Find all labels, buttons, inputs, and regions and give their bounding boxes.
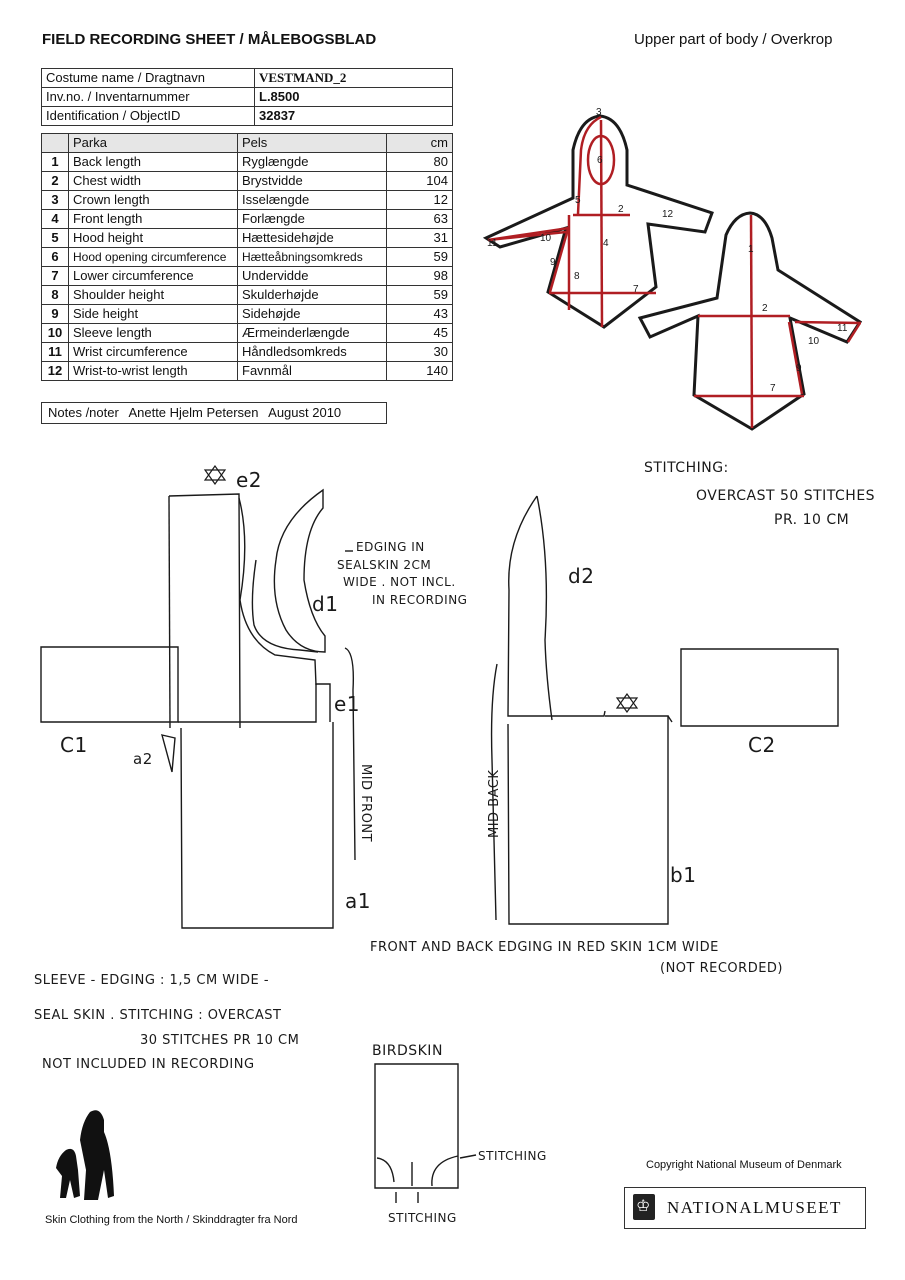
row-danish: Ryglængde — [238, 153, 387, 172]
row-number: 7 — [42, 267, 69, 286]
inventory-number-label: Inv.no. / Inventarnummer — [42, 88, 255, 107]
row-value: 63 — [387, 210, 453, 229]
sleeve-note-line: NOT INCLUDED IN RECORDING — [42, 1057, 255, 1072]
front-back-note-line: FRONT AND BACK EDGING IN RED SKIN 1CM WIDE — [370, 940, 719, 955]
row-danish: Ærmeinderlængde — [238, 324, 387, 343]
footer-caption: Skin Clothing from the North / Skinddragter fra Nord — [45, 1214, 298, 1226]
row-english: Hood opening circumference — [69, 248, 238, 267]
row-danish: Sidehøjde — [238, 305, 387, 324]
row-english: Side height — [69, 305, 238, 324]
row-english: Lower circumference — [69, 267, 238, 286]
diagram-number: 7 — [633, 284, 639, 295]
row-english: Chest width — [69, 172, 238, 191]
header-english: Parka — [69, 134, 238, 153]
label-c1: C1 — [60, 733, 88, 757]
diagram-number: 1 — [748, 244, 754, 255]
front-neck-curve — [239, 498, 316, 685]
front-upper-panel — [169, 494, 240, 728]
row-english: Crown length — [69, 191, 238, 210]
sleeve-note-line: 30 STITCHES PR 10 CM — [140, 1033, 300, 1048]
edging-note-line: EDGING IN — [356, 540, 425, 554]
row-danish: Isselængde — [238, 191, 387, 210]
diagram-number: 3 — [596, 107, 602, 118]
back-measure-lines — [694, 215, 861, 428]
header-danish: Pels — [238, 134, 387, 153]
row-value: 45 — [387, 324, 453, 343]
label-d1: d1 — [312, 592, 339, 616]
row-number: 3 — [42, 191, 69, 210]
row-number: 6 — [42, 248, 69, 267]
inventory-number-value: L.8500 — [255, 88, 453, 107]
row-number: 11 — [42, 343, 69, 362]
diagram-number: 8 — [574, 271, 580, 282]
row-value: 104 — [387, 172, 453, 191]
diagram-number: 9 — [550, 257, 556, 268]
header-unit: cm — [387, 134, 453, 153]
notes-date: August 2010 — [268, 405, 342, 420]
costume-name-value: VESTMAND_2 — [255, 69, 453, 88]
diagram-number: 4 — [603, 238, 609, 249]
row-value: 59 — [387, 248, 453, 267]
pattern-labels — [34, 460, 875, 1225]
edging-note-line: WIDE . NOT INCL. — [343, 575, 456, 589]
costume-name-label: Costume name / Dragtnavn — [42, 69, 255, 88]
diagram-number: 10 — [808, 336, 820, 347]
star-marks — [205, 466, 637, 712]
sleeve-note-line: SEAL SKIN . STITCHING : OVERCAST — [34, 1008, 282, 1023]
stitching-note-line: OVERCAST 50 STITCHES — [696, 488, 876, 504]
stitching-note-line: STITCHING: — [644, 460, 729, 476]
row-english: Sleeve length — [69, 324, 238, 343]
row-danish: Skulderhøjde — [238, 286, 387, 305]
notes-author: Anette Hjelm Petersen — [128, 405, 259, 420]
row-value: 59 — [387, 286, 453, 305]
row-value: 43 — [387, 305, 453, 324]
row-value: 30 — [387, 343, 453, 362]
page-title: FIELD RECORDING SHEET / MÅLEBOGSBLAD — [42, 31, 377, 48]
diagram-number: 9 — [796, 363, 802, 374]
front-back-note-line: (NOT RECORDED) — [660, 961, 783, 976]
birdskin-label: BIRDSKIN — [372, 1043, 443, 1059]
label-mid-back: MID BACK — [487, 769, 502, 838]
label-e2: e2 — [236, 468, 263, 492]
label-b1: b1 — [670, 863, 697, 887]
row-value: 98 — [387, 267, 453, 286]
row-danish: Hættesidehøjde — [238, 229, 387, 248]
front-lower-panel — [181, 722, 333, 928]
edging-note-line: SEALSKIN 2CM — [337, 558, 432, 572]
right-sleeve-c2 — [681, 649, 838, 726]
row-value: 12 — [387, 191, 453, 210]
row-value: 80 — [387, 153, 453, 172]
row-english: Back length — [69, 153, 238, 172]
nationalmuseet-logo — [624, 1187, 866, 1229]
row-danish: Brystvidde — [238, 172, 387, 191]
row-number: 4 — [42, 210, 69, 229]
front-diagram-numbers — [487, 107, 674, 295]
stitching-bottom-label: STITCHING — [388, 1211, 457, 1225]
birdskin-piece — [375, 1064, 458, 1188]
stitching-note-line: PR. 10 CM — [774, 512, 850, 528]
row-number: 2 — [42, 172, 69, 191]
row-number: 8 — [42, 286, 69, 305]
back-diagram-numbers — [748, 244, 848, 394]
row-number: 12 — [42, 362, 69, 381]
gusset-a2 — [162, 735, 175, 772]
front-parka-outline — [486, 116, 712, 327]
diagram-number: 11 — [487, 238, 498, 249]
label-c2: C2 — [748, 733, 776, 757]
diagram-number: 2 — [618, 204, 624, 215]
back-lower-panel — [508, 716, 668, 924]
diagram-number: 7 — [770, 383, 776, 394]
copyright-text: Copyright National Museum of Denmark — [646, 1159, 842, 1171]
row-value: 31 — [387, 229, 453, 248]
diagram-number: 6 — [597, 155, 603, 166]
label-a1: a1 — [345, 889, 371, 913]
row-english: Shoulder height — [69, 286, 238, 305]
row-number: 9 — [42, 305, 69, 324]
page-subtitle: Upper part of body / Overkrop — [634, 31, 833, 48]
diagram-number: 10 — [540, 233, 552, 244]
sleeve-note-line: SLEEVE - EDGING : 1,5 CM WIDE - — [34, 973, 270, 988]
label-e1: e1 — [334, 692, 361, 716]
row-english: Wrist-to-wrist length — [69, 362, 238, 381]
hood-piece-d1 — [274, 490, 325, 652]
row-danish: Forlængde — [238, 210, 387, 229]
diagram-number: 2 — [762, 303, 768, 314]
row-number: 5 — [42, 229, 69, 248]
row-value: 140 — [387, 362, 453, 381]
row-danish: Håndledsomkreds — [238, 343, 387, 362]
crown-icon — [633, 1194, 655, 1220]
row-number: 1 — [42, 153, 69, 172]
logo-name: NATIONALMUSEET — [667, 1198, 842, 1217]
row-danish: Favnmål — [238, 362, 387, 381]
diagram-number: 11 — [837, 323, 848, 334]
stitching-side-label: STITCHING — [478, 1149, 547, 1163]
edging-note-line: IN RECORDING — [372, 593, 468, 607]
label-d2: d2 — [568, 564, 595, 588]
row-english: Front length — [69, 210, 238, 229]
label-mid-front: MID FRONT — [358, 764, 373, 843]
label-a2: a2 — [133, 750, 153, 768]
object-id-label: Identification / ObjectID — [42, 107, 255, 126]
notes-label: Notes /noter — [48, 405, 119, 420]
back-upper-panel — [508, 496, 605, 716]
left-sleeve-c1 — [41, 647, 178, 722]
star-icon — [617, 694, 637, 712]
diagram-number: 5 — [575, 195, 581, 206]
row-number: 10 — [42, 324, 69, 343]
object-id-value: 32837 — [255, 107, 453, 126]
row-english: Wrist circumference — [69, 343, 238, 362]
row-danish: Undervidde — [238, 267, 387, 286]
diagram-number: 12 — [662, 209, 674, 220]
row-english: Hood height — [69, 229, 238, 248]
row-danish: Hætteåbningsomkreds — [238, 248, 387, 267]
star-icon — [205, 466, 225, 484]
skin-clothing-logo — [56, 1110, 114, 1200]
